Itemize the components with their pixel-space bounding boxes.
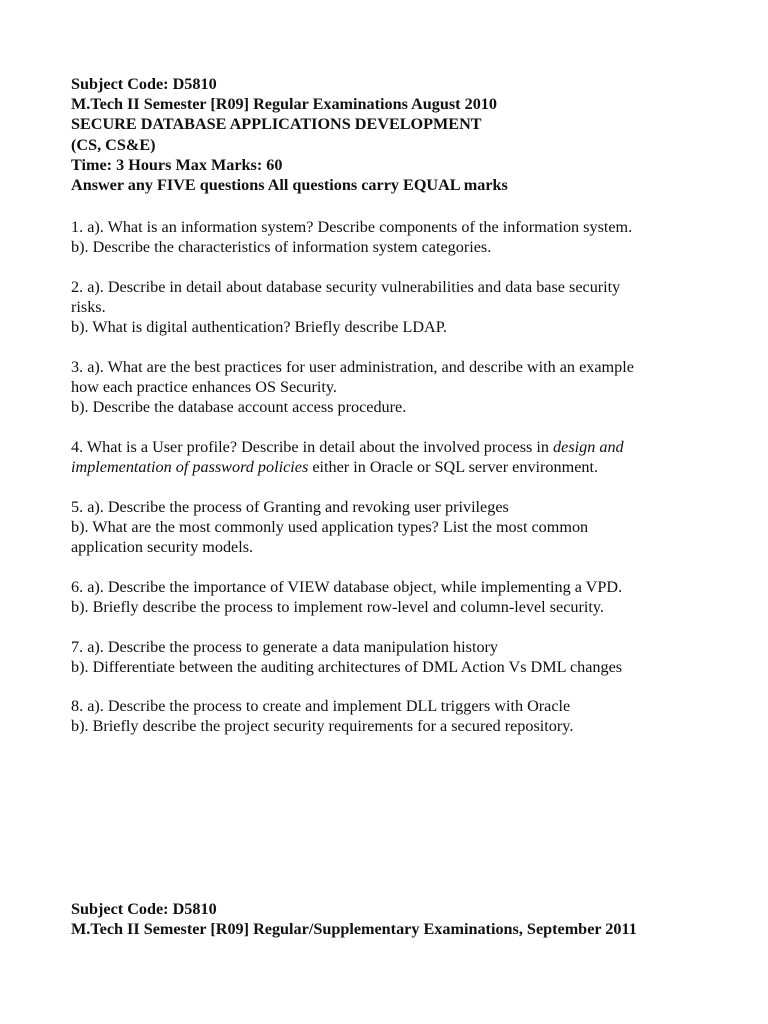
question-7b: b). Differentiate between the auditing architectures of DML Action Vs DML changes xyxy=(71,658,623,677)
question-5b-line2: application security models. xyxy=(71,538,254,557)
question-4-text-end: either in Oracle or SQL server environment. xyxy=(308,458,599,477)
question-1 xyxy=(71,217,731,257)
question-7 xyxy=(71,637,731,677)
question-6b: b). Briefly describe the process to implement row-level and column-level security. xyxy=(71,598,604,617)
question-6 xyxy=(71,577,731,617)
question-8a: 8. a). Describe the process to create and implement DLL triggers with Oracle xyxy=(71,697,571,715)
question-4 xyxy=(71,437,731,477)
question-8b: b). Briefly describe the project security requirements for a secured repository. xyxy=(71,717,574,736)
question-1a: 1. a). What is an information system? Describe components of the information system. xyxy=(71,218,633,236)
question-4-line1 xyxy=(71,437,731,457)
question-5 xyxy=(71,497,731,558)
question-5b-line1: b). What are the most commonly used application types? List the most common xyxy=(71,518,589,537)
question-4-text: 4. What is a User profile? Describe in detail about the involved process in xyxy=(71,438,554,456)
subject-code: Subject Code: D5810 xyxy=(71,75,217,93)
exam-header xyxy=(71,74,731,195)
course-title: SECURE DATABASE APPLICATIONS DEVELOPMENT xyxy=(71,115,482,134)
exam-title: M.Tech II Semester [R09] Regular Examinations August 2010 xyxy=(71,95,497,114)
footer-subject-code: Subject Code: D5810 xyxy=(71,900,217,918)
question-1b: b). Describe the characteristics of information system categories. xyxy=(71,238,492,257)
question-6a: 6. a). Describe the importance of VIEW database object, while implementing a VPD. xyxy=(71,578,623,596)
question-8 xyxy=(71,696,731,736)
question-2b: b). What is digital authentication? Briefly describe LDAP. xyxy=(71,318,447,337)
question-4-emphasis-cont: implementation of password policies xyxy=(71,458,309,477)
question-3b: b). Describe the database account access procedure. xyxy=(71,398,407,417)
time-marks: Time: 3 Hours Max Marks: 60 xyxy=(71,155,283,174)
question-5a: 5. a). Describe the process of Granting and revoking user privileges xyxy=(71,498,509,516)
question-4-emphasis: design and xyxy=(553,438,624,456)
question-3 xyxy=(71,357,731,418)
footer-exam-title: M.Tech II Semester [R09] Regular/Supplementary Examinations, September 2011 xyxy=(71,920,637,939)
question-2a-line2: risks. xyxy=(71,298,106,317)
question-7a: 7. a). Describe the process to generate a data manipulation history xyxy=(71,638,499,656)
question-4-line2 xyxy=(71,457,731,477)
question-2a-line1: 2. a). Describe in detail about database security vulnerabilities and data base security xyxy=(71,278,621,296)
question-3a-line1: 3. a). What are the best practices for user administration, and describe with an example xyxy=(71,358,634,376)
question-3a-line2: how each practice enhances OS Security. xyxy=(71,378,337,397)
instructions: Answer any FIVE questions All questions carry EQUAL marks xyxy=(71,176,508,195)
branches: (CS, CS&E) xyxy=(71,135,156,154)
next-exam-header xyxy=(71,899,731,939)
question-2 xyxy=(71,277,731,338)
